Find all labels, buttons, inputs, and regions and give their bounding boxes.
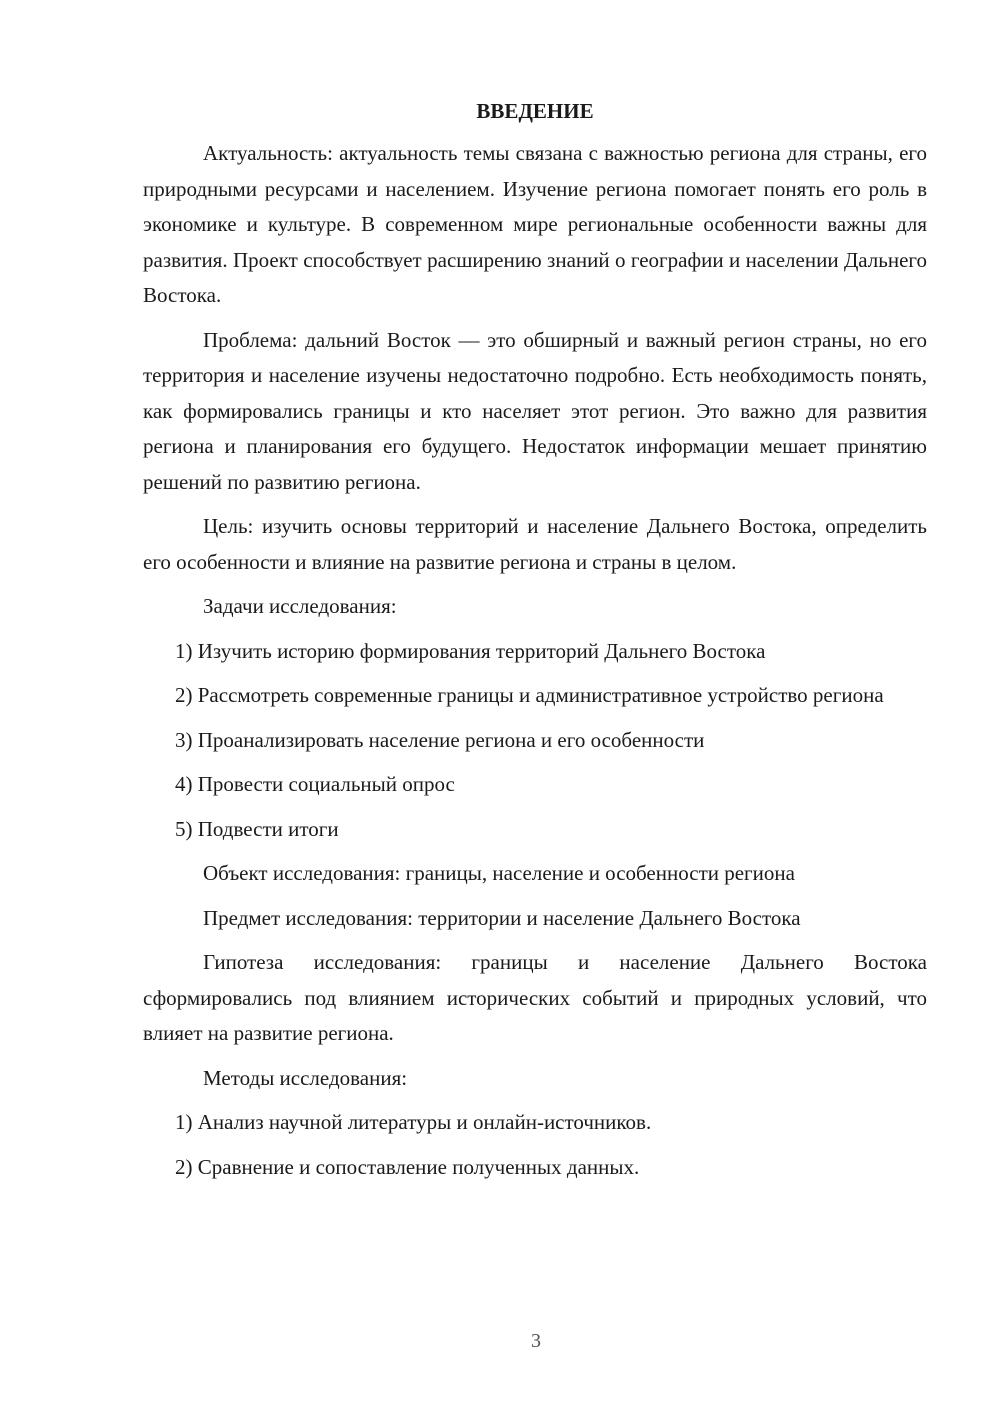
document-page <box>143 96 927 1194</box>
relevance-paragraph: Актуальность: актуальность темы связана с важностью региона для страны, его природными ресурсами и населением. Изучение региона помогает понять его роль в экономике и культуре. В современном мире региональные особенности важны для развития. Проект способствует расширению знаний о географии и населении Дальнего Востока. <box>143 141 927 307</box>
section-title: ВВЕДЕНИЕ <box>476 99 594 123</box>
hypothesis-paragraph: Гипотеза исследования: границы и население Дальнего Востока сформировались под влиянием исторических событий и природных условий, что влияет на развитие региона. <box>143 950 927 1045</box>
tasks-list <box>143 634 927 848</box>
methods-list <box>143 1105 927 1185</box>
list-item: 3) Проанализировать население региона и его особенности <box>175 727 705 752</box>
research-object: Объект исследования: границы, население и особенности региона <box>203 861 795 885</box>
list-item: 1) Анализ научной литературы и онлайн-источников. <box>175 1110 652 1134</box>
list-item: 4) Провести социальный опрос <box>175 772 455 796</box>
list-item: 5) Подвести итоги <box>175 816 339 841</box>
list-item: 1) Изучить историю формирования территорий Дальнего Востока <box>175 638 766 663</box>
tasks-heading: Задачи исследования: <box>203 594 397 618</box>
methods-heading: Методы исследования: <box>203 1065 408 1090</box>
problem-paragraph: Проблема: дальний Восток — это обширный и важный регион страны, но его территория и население изучены недостаточно подробно. Есть необходимость понять, как формировались границы и кто населяет этот регион. Это важно для развития региона и планирования его будущего. Недостаток информации мешает принятию решений по развитию региона. <box>143 327 927 494</box>
page-number: 3 <box>531 1330 541 1352</box>
list-item: 2) Рассмотреть современные границы и административное устройство региона <box>175 683 884 707</box>
research-subject: Предмет исследования: территории и население Дальнего Востока <box>203 905 801 930</box>
goal-paragraph: Цель: изучить основы территорий и население Дальнего Востока, определить его особенности и влияние на развитие региона и страны в целом. <box>143 514 927 574</box>
list-item: 2) Сравнение и сопоставление полученных данных. <box>175 1154 640 1179</box>
